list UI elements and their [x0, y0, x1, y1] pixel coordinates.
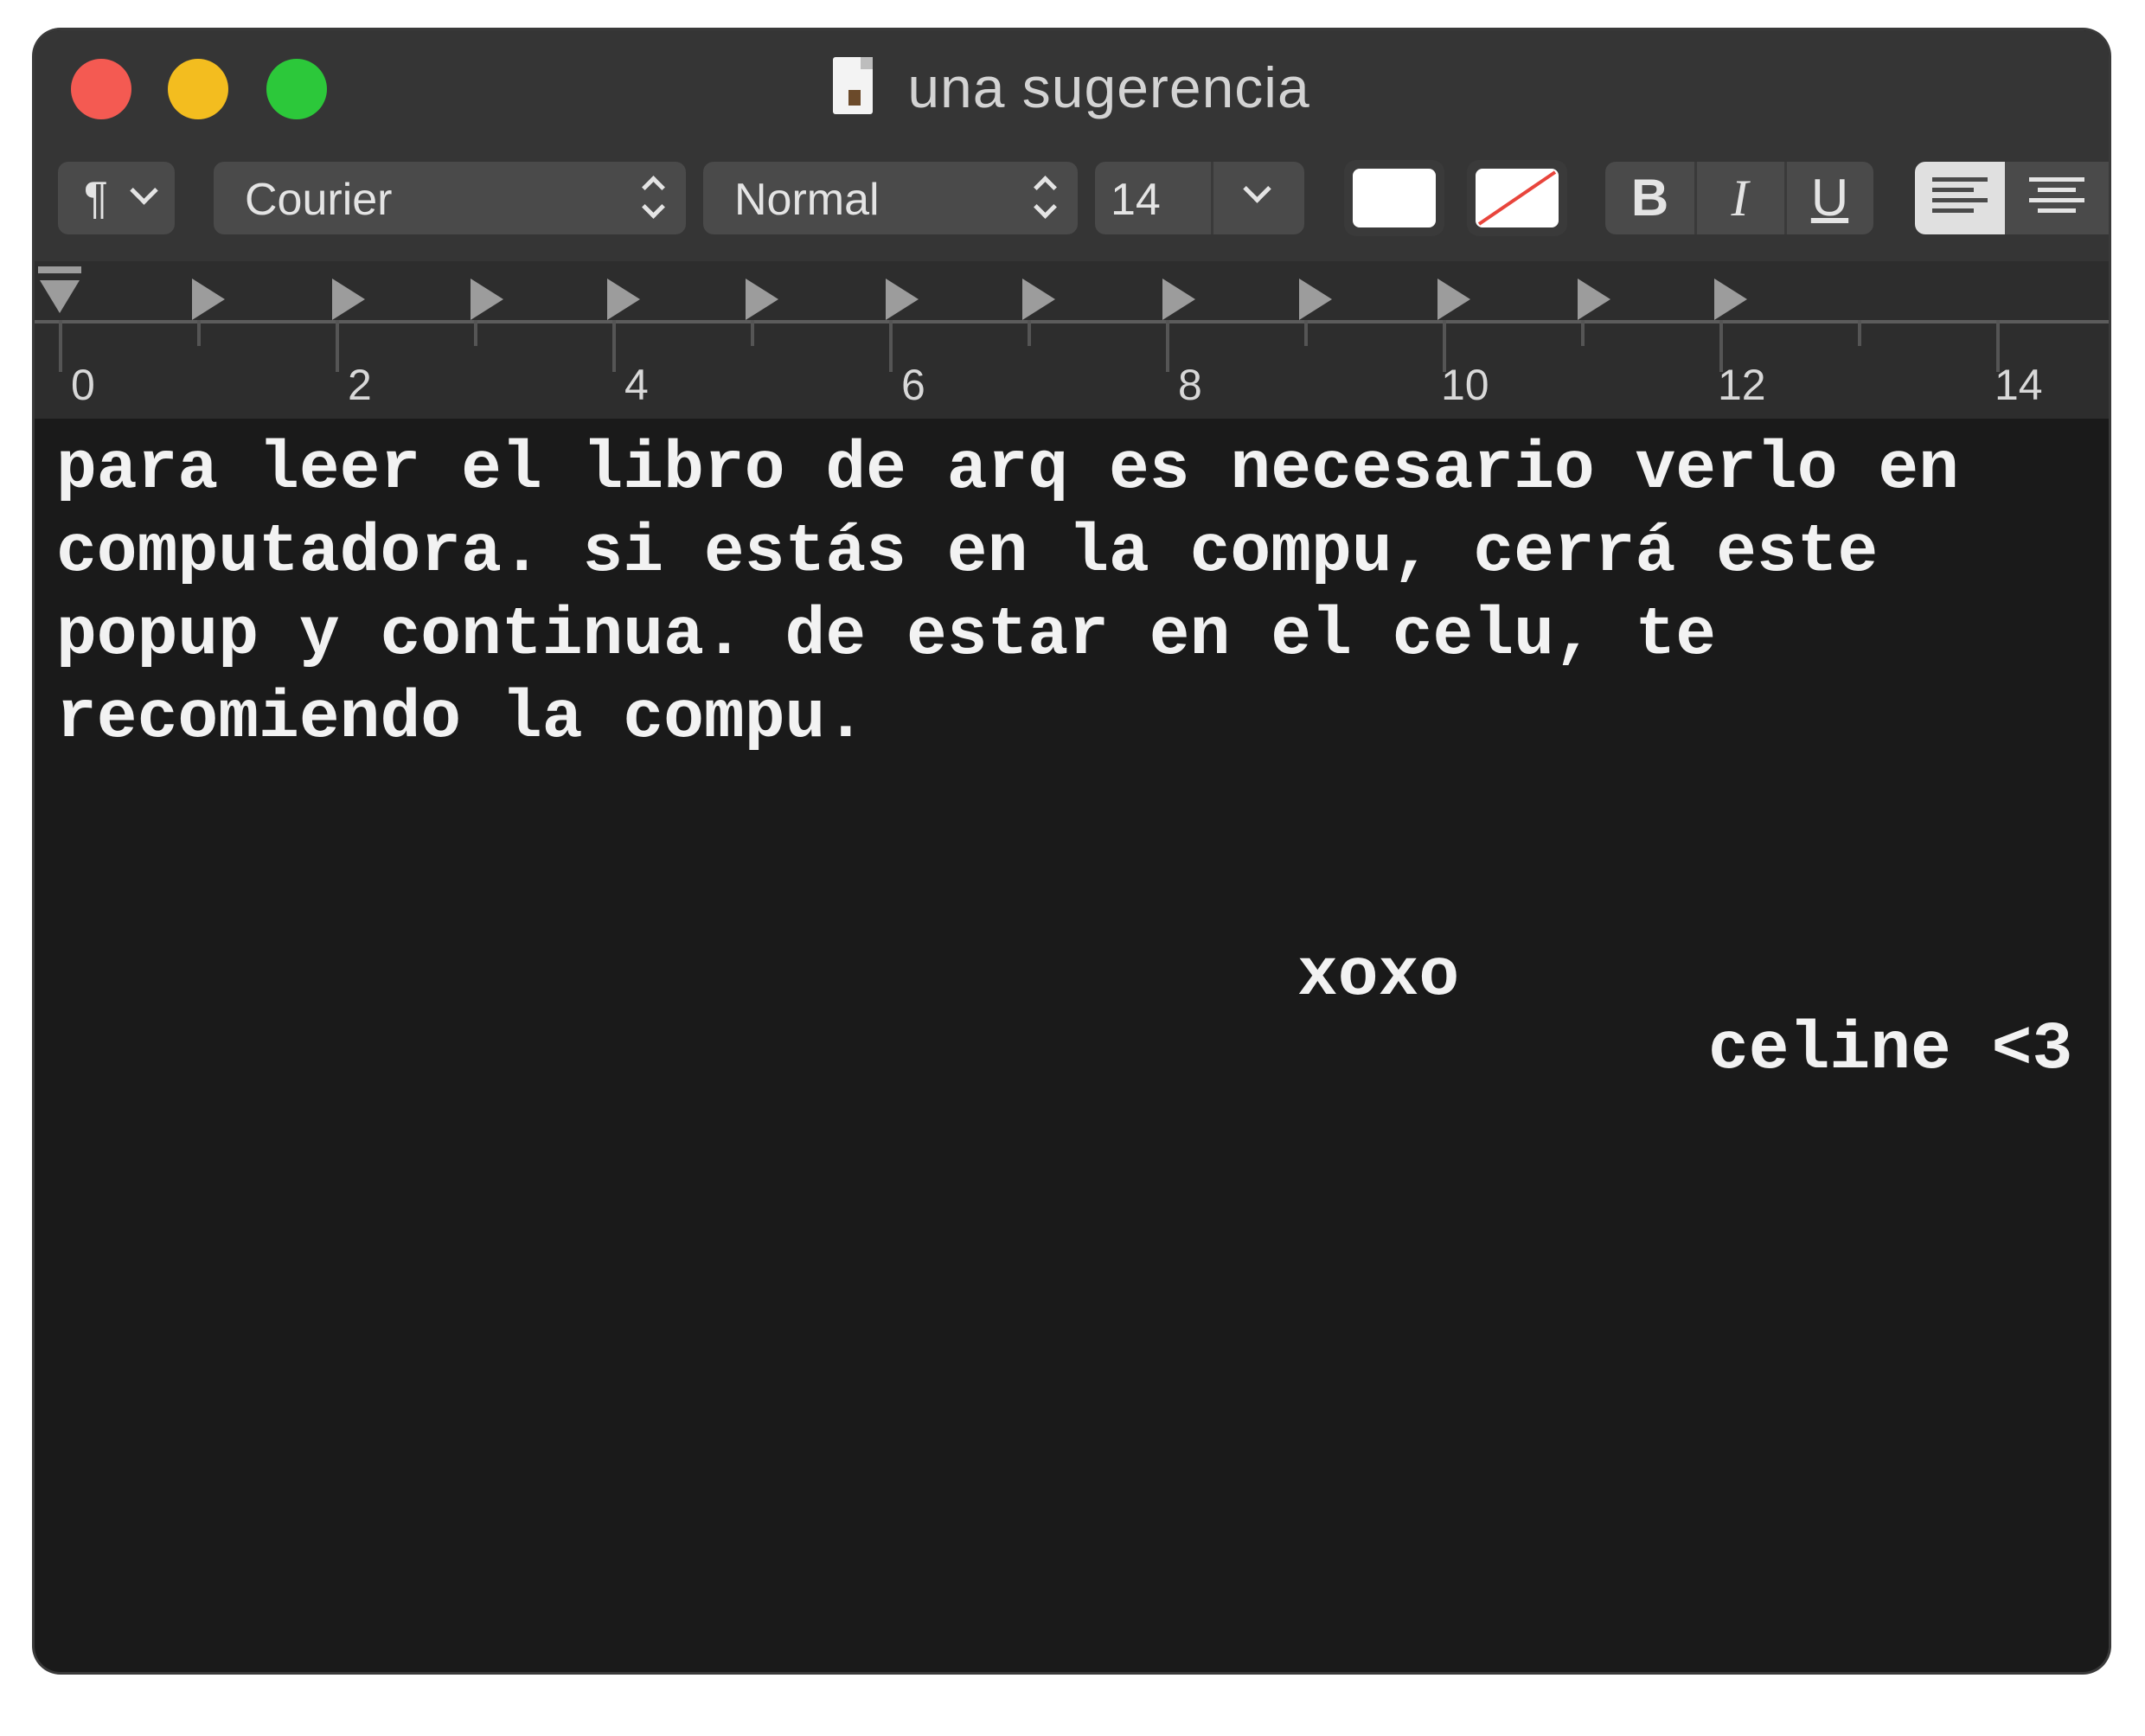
tab-stop-icon[interactable] [1299, 279, 1332, 320]
stepper-icon [1033, 174, 1057, 222]
ruler-label: 6 [901, 361, 925, 409]
document-signature: celine <3 [1708, 1012, 2073, 1088]
ruler-label: 14 [1995, 361, 2043, 409]
tab-stop-icon[interactable] [607, 279, 640, 320]
font-style-select[interactable] [703, 162, 1078, 234]
align-center-button[interactable] [2005, 162, 2109, 234]
tab-stop-icon[interactable] [746, 279, 778, 320]
align-left-icon [1932, 177, 1988, 219]
align-center-icon [2029, 177, 2084, 219]
italic-button[interactable]: I [1731, 170, 1749, 227]
tab-stop-icon[interactable] [1714, 279, 1747, 320]
pilcrow-icon: ¶ [84, 173, 108, 223]
chevron-down-icon[interactable] [1243, 175, 1271, 203]
align-left-button[interactable] [1915, 162, 2005, 234]
ruler-label: 0 [71, 361, 95, 409]
text-color-swatch [1353, 169, 1436, 227]
tab-stop-icon[interactable] [1022, 279, 1055, 320]
stepper-icon [641, 174, 665, 222]
tab-stop-icon[interactable] [332, 279, 365, 320]
font-size-value: 14 [1111, 175, 1161, 225]
tab-stop-icon[interactable] [1578, 279, 1610, 320]
chevron-down-icon [130, 176, 158, 205]
alignment-group [1915, 162, 2109, 234]
bold-button[interactable]: B [1630, 169, 1669, 227]
ruler-label: 8 [1178, 361, 1202, 409]
document-closing: xoxo [1297, 938, 1460, 1015]
underline-button[interactable]: U [1810, 169, 1849, 227]
indent-marker-icon[interactable] [36, 265, 83, 322]
window-title: una sugerencia [35, 54, 2109, 120]
paragraph-styles-button[interactable] [58, 162, 175, 234]
ruler[interactable] [35, 261, 2109, 419]
text-color-well[interactable] [1344, 160, 1444, 236]
ruler-label: 12 [1718, 361, 1766, 409]
no-color-swatch [1476, 169, 1559, 227]
background-color-well[interactable] [1467, 160, 1567, 236]
font-family-value: Courier [245, 175, 393, 225]
tab-stop-icon[interactable] [886, 279, 919, 320]
text-style-group [1605, 162, 1873, 234]
tab-stop-icon[interactable] [1162, 279, 1195, 320]
font-family-select[interactable] [214, 162, 686, 234]
tab-stop-icon[interactable] [1437, 279, 1470, 320]
ruler-label: 2 [348, 361, 372, 409]
document-icon [833, 57, 873, 114]
titlebar [35, 30, 2109, 261]
font-size-combo[interactable] [1095, 162, 1304, 234]
ruler-label: 4 [624, 361, 649, 409]
tab-stop-icon[interactable] [192, 279, 225, 320]
document-body[interactable]: para leer el libro de arq es necesario verlo en computadora. si estás en la compu, cerrá este popup y continua. de estar en el celu, te recomiendo la compu. [56, 432, 1959, 757]
text-editor-window [35, 30, 2109, 1672]
ruler-label: 10 [1441, 361, 1489, 409]
font-style-value: Normal [734, 175, 880, 225]
tab-stop-icon[interactable] [471, 279, 503, 320]
